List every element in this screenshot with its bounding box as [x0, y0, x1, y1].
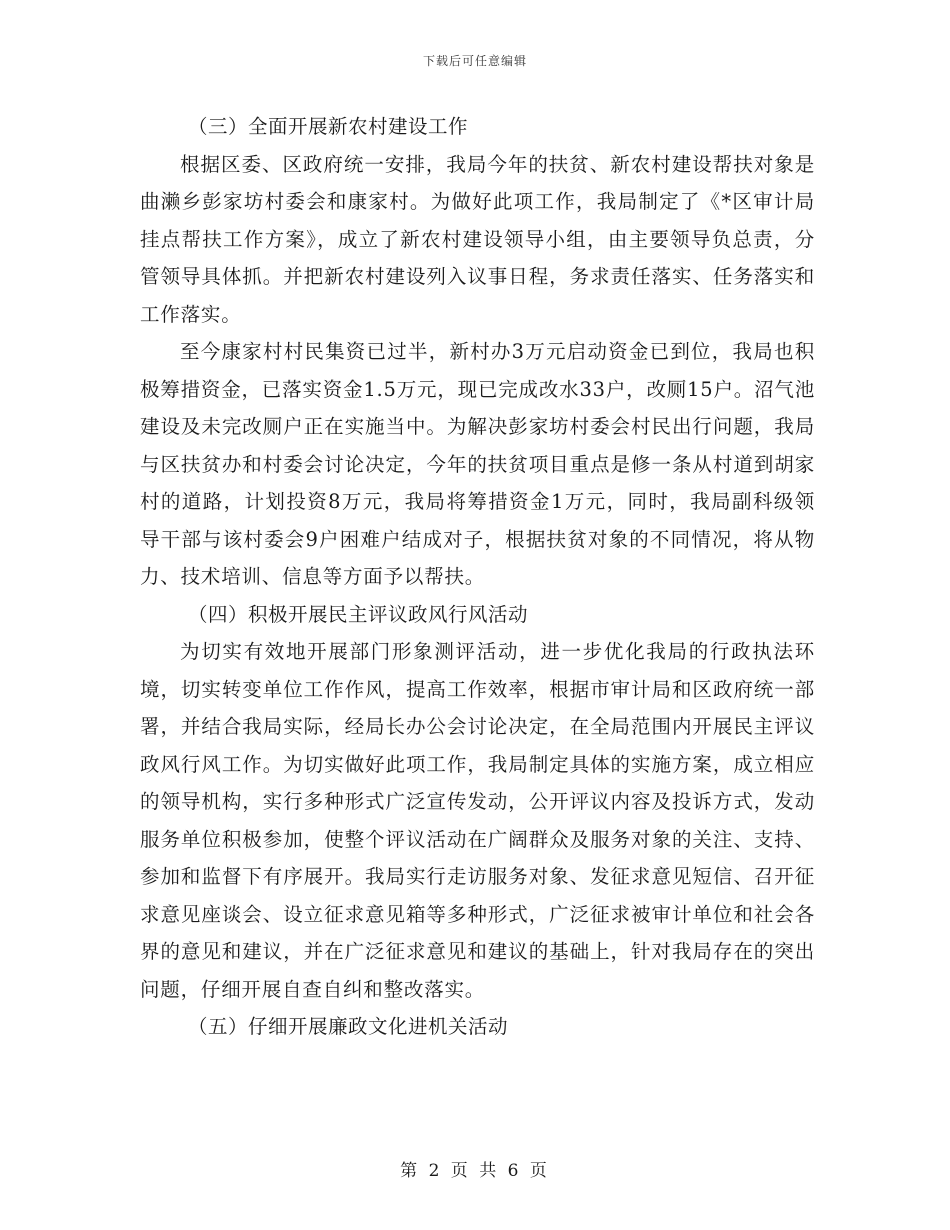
- section-heading-3: （三）全面开展新农村建设工作: [188, 115, 469, 138]
- section-heading-5: （五）仔细开展廉政文化进机关活动: [188, 1015, 509, 1038]
- document-body: [140, 108, 815, 1046]
- paragraph: 至今康家村村民集资已过半，新村办3万元启动资金已到位，我局也积极筹措资金，已落实资金1.5万元，现已完成改水33户，改厕15户。沼气池建设及未完改厕户正在实施当中。为解决彭家坊村委会村民出行问题，我局与区扶贫办和村委会讨论决定，今年的扶贫项目重点是修一条从村道到胡家村的道路，计划投资8万元，我局将筹措资金1万元，同时，我局副科级领导干部与该村委会9户困难户结成对子，根据扶贫对象的不同情况，将从物力、技术培训、信息等方面予以帮扶。: [140, 340, 815, 588]
- paragraph: 为切实有效地开展部门形象测评活动，进一步优化我局的行政执法环境，切实转变单位工作作风，提高工作效率，根据市审计局和区政府统一部署，并结合我局实际，经局长办公会讨论决定，在全局范围内开展民主评议政风行风工作。为切实做好此项工作，我局制定具体的实施方案，成立相应的领导机构，实行多种形式广泛宣传发动，公开评议内容及投诉方式，发动服务单位积极参加，使整个评议活动在广阔群众及服务对象的关注、支持、参加和监督下有序展开。我局实行走访服务对象、发征求意见短信、召开征求意见座谈会、设立征求意见箱等多种形式，广泛征求被审计单位和社会各界的意见和建议，并在广泛征求意见和建议的基础上，针对我局存在的突出问题，仔细开展自查自纠和整改落实。: [140, 640, 815, 1001]
- page-number-footer: 第 2 页 共 6 页: [400, 1161, 550, 1181]
- section-heading-4: （四）积极开展民主评议政风行风活动: [188, 602, 529, 626]
- paragraph: 根据区委、区政府统一安排，我局今年的扶贫、新农村建设帮扶对象是曲濑乡彭家坊村委会和康家村。为做好此项工作，我局制定了《*区审计局挂点帮扶工作方案》，成立了新农村建设领导小组，由主要领导负总责，分管领导具体抓。并把新农村建设列入议事日程，务求责任落实、任务落实和工作落实。: [140, 152, 815, 326]
- header-note: 下载后可任意编辑: [422, 54, 527, 68]
